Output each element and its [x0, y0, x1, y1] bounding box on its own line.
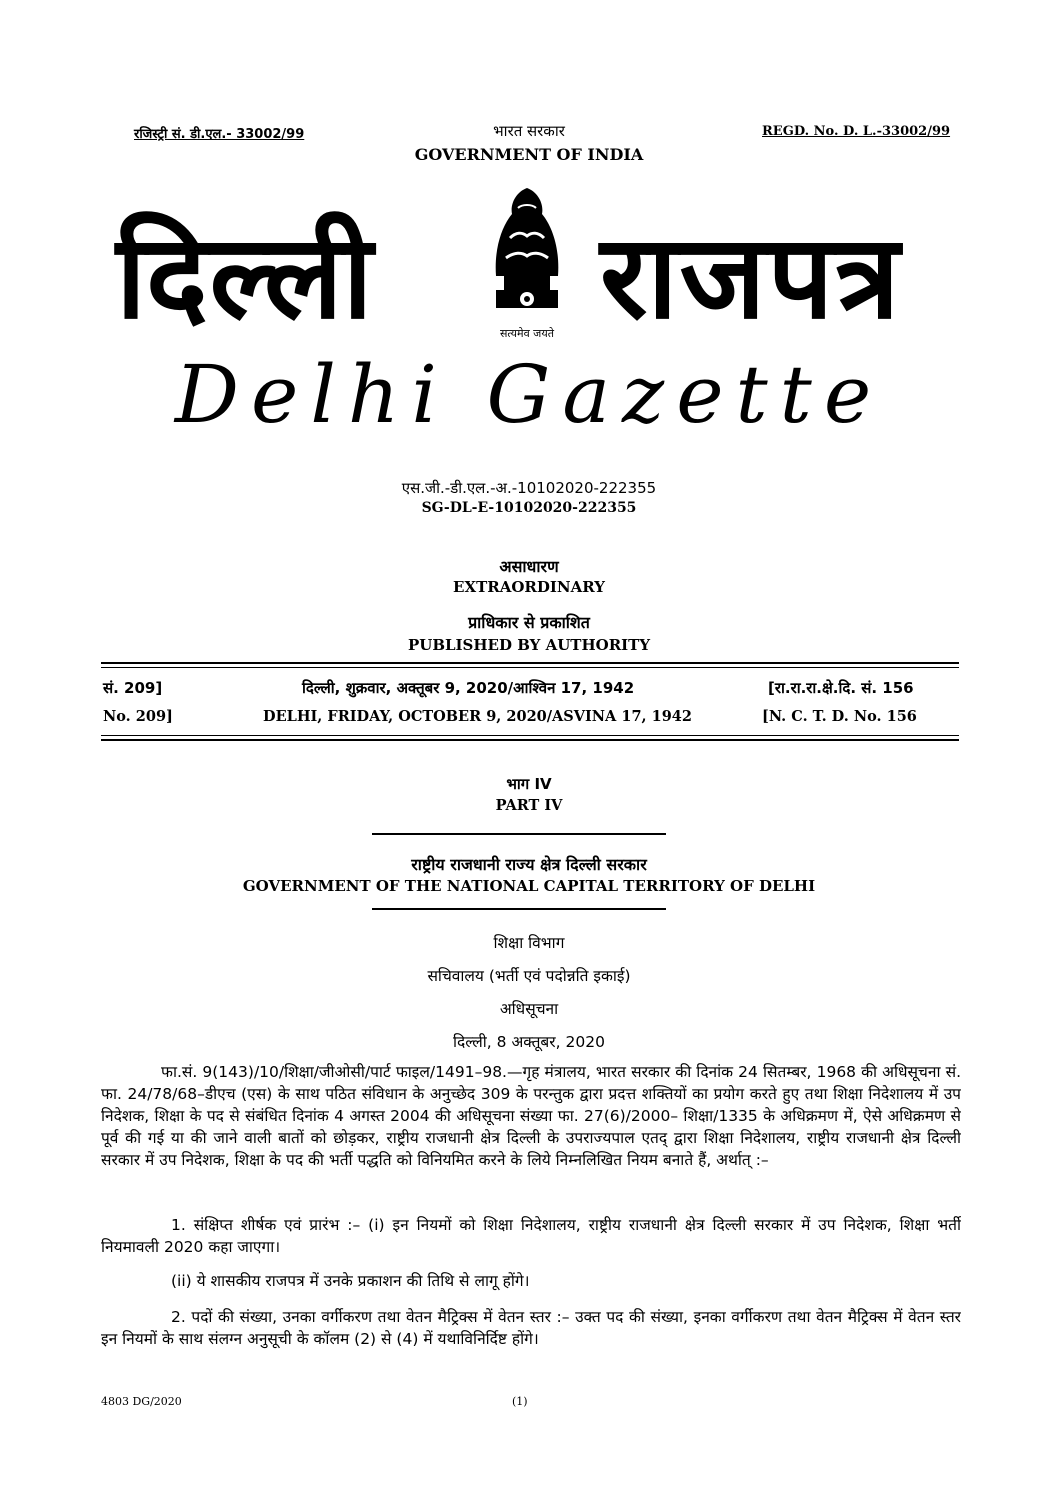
authority-hindi: राष्ट्रीय राजधानी राज्य क्षेत्र दिल्ली सरकार — [411, 855, 647, 874]
registration-number-hindi: रजिस्ट्री सं. डी.एल.- 33002/99 — [134, 127, 305, 142]
published-by-authority-english: PUBLISHED BY AUTHORITY — [407, 636, 651, 654]
unit: सचिवालय (भर्ती एवं पदोन्नति इकाई) — [427, 967, 631, 985]
rule-1-ii-paragraph: (ii) ये शासकीय राजपत्र में उनके प्रकाशन की तिथि से लागू होंगे। — [171, 1272, 530, 1290]
published-by-authority-hindi: प्राधिकार से प्रकाशित — [468, 613, 590, 632]
page-number: (1) — [512, 1395, 528, 1408]
government-of-india-english: GOVERNMENT OF INDIA — [414, 145, 644, 164]
gazette-code-hindi: एस.जी.-डी.एल.-अ.-10102020-222355 — [401, 479, 657, 497]
authority-english: GOVERNMENT OF THE NATIONAL CAPITAL TERRITORY OF DELHI — [242, 877, 816, 895]
bottom-rule-1 — [101, 735, 959, 736]
extraordinary-english: EXTRAORDINARY — [453, 578, 605, 596]
issue-date-english: DELHI, FRIDAY, OCTOBER 9, 2020/ASVINA 17, 1942 — [263, 708, 692, 725]
emblem-motto: सत्यमेव जयते — [499, 327, 554, 340]
preamble-paragraph: फा.सं. 9(143)/10/शिक्षा/जीओसी/पार्ट फाइल/1491–98.—गृह मंत्रालय, भारत सरकार की दिनांक 24 सितम्बर, 1968 की अधिसूचना सं. फा. 24/78/68–डीएच (एस) के साथ पठित संविधान के अनुच्छेद 309 के परन्तुक द्वारा प्रदत्त शक्तियों का प्रयोग करते हुए तथा शिक्षा निदेशालय में उप निदेशक, शिक्षा के पद से संबंधित दिनांक 4 अगस्त 2004 की अधिसूचना संख्या फा. 27(6)/2000– शिक्षा/1335 के अधिक्रमण में, ऐसे अधिक्रमण से पूर्व की गई या की जाने वाली बातों को छोड़कर, राष्ट्रीय राजधानी क्षेत्र दिल्ली के उपराज्यपाल एतद् द्वारा शिक्षा निदेशालय, राष्ट्रीय राजधानी क्षेत्र दिल्ली सरकार में उप निदेशक, शिक्षा के पद की भर्ती पद्धति को विनियमित करने के लिये निम्नलिखित नियम बनाते हैं, अर्थात् :– — [101, 1063, 961, 1169]
government-of-india-hindi: भारत सरकार — [493, 122, 565, 140]
issue-number-hindi: सं. 209] — [103, 679, 163, 697]
nctd-number-hindi: [रा.रा.रा.क्षे.दि. सं. 156 — [768, 679, 914, 697]
rule-2-paragraph: 2. पदों की संख्या, उनका वर्गीकरण तथा वेतन मैट्रिक्स में वेतन स्तर :– उक्त पद की संख्या, इनका वर्गीकरण तथा वेतन मैट्रिक्स में वेतन स्तर इन नियमों के साथ संलग्न अनुसूची के कॉलम (2) से (4) में यथाविनिर्दिष्ट होंगे। — [101, 1308, 961, 1348]
part-english: PART IV — [495, 797, 563, 814]
footer-code: 4803 DG/2020 — [101, 1395, 182, 1408]
part-hindi: भाग IV — [506, 775, 552, 793]
masthead-title-hindi-left: दिल्ली — [116, 210, 375, 345]
nctd-number-english: [N. C. T. D. No. 156 — [762, 708, 917, 725]
registration-number-english: REGD. No. D. L.-33002/99 — [762, 124, 951, 139]
top-rule-1 — [101, 662, 959, 664]
section-rule-bottom — [372, 908, 666, 910]
gazette-code-english: SG-DL-E-10102020-222355 — [421, 500, 637, 516]
masthead-title-english: Delhi Gazette — [174, 348, 884, 441]
section-rule-top — [372, 833, 666, 835]
top-rule-2 — [101, 667, 959, 668]
extraordinary-hindi: असाधारण — [499, 557, 559, 576]
issue-number-english: No. 209] — [103, 708, 173, 725]
department: शिक्षा विभाग — [493, 934, 565, 952]
notification-type: अधिसूचना — [499, 1000, 559, 1018]
masthead-title-hindi-right: राजपत्र — [600, 210, 902, 345]
place-date: दिल्ली, 8 अक्तूबर, 2020 — [453, 1033, 605, 1051]
issue-date-hindi: दिल्ली, शुक्रवार, अक्तूबर 9, 2020/आश्विन 17, 1942 — [302, 679, 635, 697]
rule-1-paragraph: 1. संक्षिप्त शीर्षक एवं प्रारंभ :– (i) इन नियमों को शिक्षा निदेशालय, राष्ट्रीय राजधानी क्षेत्र दिल्ली सरकार में उप निदेशक, शिक्षा भर्ती नियमावली 2020 कहा जाएगा। — [101, 1216, 961, 1256]
national-emblem-icon — [466, 178, 588, 338]
bottom-rule-2 — [101, 739, 959, 741]
